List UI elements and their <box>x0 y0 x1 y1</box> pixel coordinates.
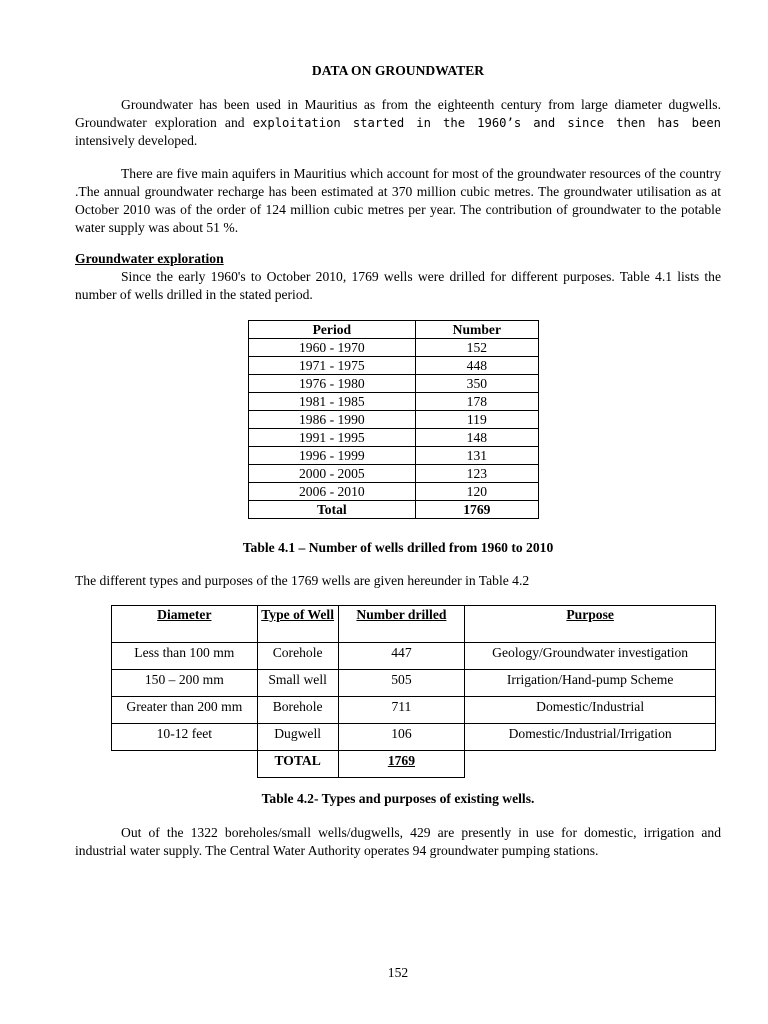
table-row <box>249 339 539 357</box>
purpose-cell: Domestic/Industrial/Irrigation <box>465 724 716 751</box>
purpose-cell: Irrigation/Hand-pump Scheme <box>465 670 716 697</box>
total-row <box>249 501 539 519</box>
total-row <box>112 751 716 778</box>
table-row <box>112 724 716 751</box>
header-diameter: Diameter <box>112 606 258 643</box>
count-cell: 505 <box>338 670 465 697</box>
count-cell: 106 <box>338 724 465 751</box>
type-cell: Corehole <box>257 643 338 670</box>
wells-by-period-table <box>248 320 539 519</box>
table-row <box>249 357 539 375</box>
number-cell: 178 <box>415 393 538 411</box>
intro-paragraph <box>75 96 721 150</box>
table-row <box>112 643 716 670</box>
period-cell: 1981 - 1985 <box>249 393 416 411</box>
number-cell: 131 <box>415 447 538 465</box>
usage-paragraph: Out of the 1322 boreholes/small wells/dugwells, 429 are presently in use for domestic, irrigation and industrial water supply. The Central Water Authority operates 94 groundwater pumping stations. <box>75 825 721 858</box>
page-title: DATA ON GROUNDWATER <box>311 63 485 78</box>
empty-cell <box>112 751 258 778</box>
intro-text-b: exploitation started in the 1960’s and since then has been <box>252 116 722 130</box>
table-row <box>249 411 539 429</box>
number-cell: 152 <box>415 339 538 357</box>
table-row <box>249 429 539 447</box>
section-heading: Groundwater exploration <box>75 251 224 266</box>
purpose-cell: Geology/Groundwater investigation <box>465 643 716 670</box>
purpose-cell: Domestic/Industrial <box>465 697 716 724</box>
intro-text-c: intensively developed. <box>75 133 198 148</box>
total-label: Total <box>249 501 416 519</box>
types-intro-paragraph: The different types and purposes of the 1769 wells are given hereunder in Table 4.2 <box>75 573 530 588</box>
type-cell: Borehole <box>257 697 338 724</box>
table-row <box>112 670 716 697</box>
period-cell: 1960 - 1970 <box>249 339 416 357</box>
table-row <box>249 447 539 465</box>
aquifers-paragraph: There are five main aquifers in Mauritius which account for most of the groundwater resources of the country .The annual groundwater recharge has been estimated at 370 million cubic metres. The groundwater utilisation as at October 2010 was of the order of 124 million cubic metres per year. The contribution of groundwater to the potable water supply was about 51 %. <box>75 166 721 235</box>
period-cell: 2000 - 2005 <box>249 465 416 483</box>
table1-caption: Table 4.1 – Number of wells drilled from 1960 to 2010 <box>242 540 554 555</box>
header-type-of-well: Type of Well <box>257 606 338 643</box>
table-row <box>249 393 539 411</box>
count-cell: 447 <box>338 643 465 670</box>
number-cell: 350 <box>415 375 538 393</box>
total-value: 1769 <box>415 501 538 519</box>
type-cell: Dugwell <box>257 724 338 751</box>
table-row <box>249 465 539 483</box>
period-cell: 1976 - 1980 <box>249 375 416 393</box>
number-cell: 148 <box>415 429 538 447</box>
header-purpose: Purpose <box>465 606 716 643</box>
diameter-cell: 150 – 200 mm <box>112 670 258 697</box>
number-cell: 119 <box>415 411 538 429</box>
type-cell: Small well <box>257 670 338 697</box>
total-value: 1769 <box>338 751 465 778</box>
table-row <box>249 375 539 393</box>
exploration-paragraph: Since the early 1960's to October 2010, 1769 wells were drilled for different purposes. Table 4.1 lists the number of wells drilled in the stated period. <box>75 269 721 302</box>
header-number-drilled: Number drilled <box>338 606 465 643</box>
intro-text-a: Groundwater has been used in Mauritius as from the eighteenth century from large diameter dugwells. Groundwater exploration and <box>75 97 721 130</box>
number-cell: 448 <box>415 357 538 375</box>
diameter-cell: Less than 100 mm <box>112 643 258 670</box>
table-row <box>112 697 716 724</box>
period-cell: 1996 - 1999 <box>249 447 416 465</box>
period-cell: 1986 - 1990 <box>249 411 416 429</box>
header-period: Period <box>249 321 416 339</box>
count-cell: 711 <box>338 697 465 724</box>
header-number: Number <box>415 321 538 339</box>
page-number: 152 <box>387 965 409 980</box>
diameter-cell: Greater than 200 mm <box>112 697 258 724</box>
number-cell: 120 <box>415 483 538 501</box>
table-header-row <box>249 321 539 339</box>
table2-caption: Table 4.2- Types and purposes of existing wells. <box>261 791 535 806</box>
well-types-table <box>111 605 716 778</box>
diameter-cell: 10-12 feet <box>112 724 258 751</box>
period-cell: 2006 - 2010 <box>249 483 416 501</box>
empty-cell <box>465 751 716 778</box>
table-header-row <box>112 606 716 643</box>
table-row <box>249 483 539 501</box>
period-cell: 1991 - 1995 <box>249 429 416 447</box>
number-cell: 123 <box>415 465 538 483</box>
total-label: TOTAL <box>257 751 338 778</box>
period-cell: 1971 - 1975 <box>249 357 416 375</box>
